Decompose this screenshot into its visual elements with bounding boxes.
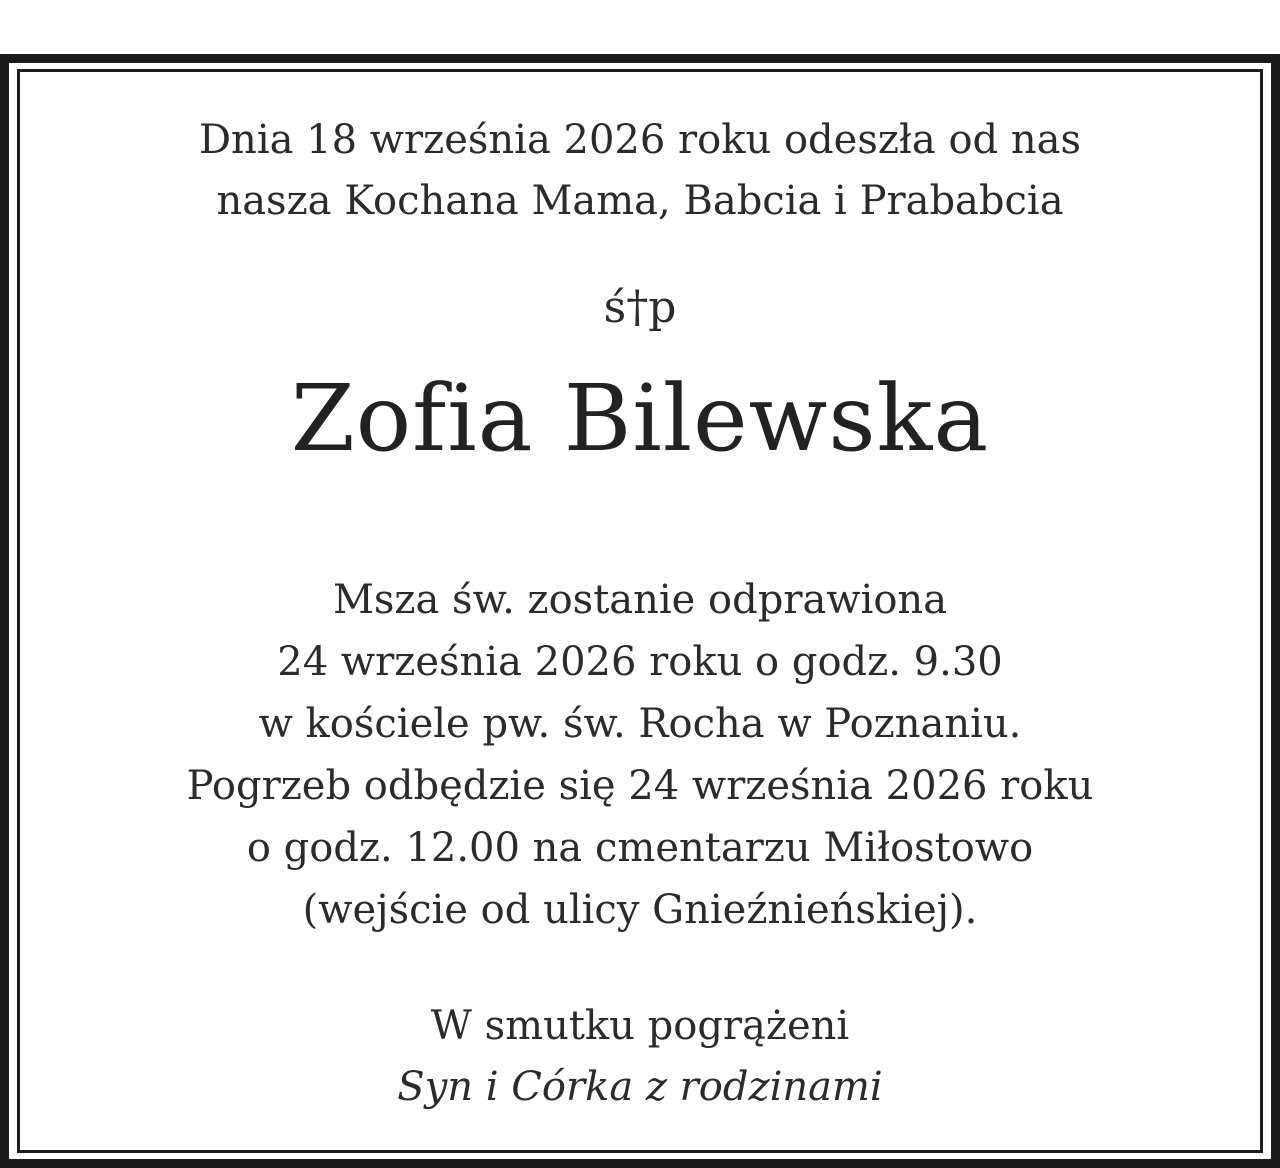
funeral-details-line: w kościele pw. św. Rocha w Poznaniu. (258, 701, 1022, 747)
funeral-details-line: (wejście od ulicy Gnieźnieńskiej). (302, 887, 978, 933)
funeral-details (20, 569, 1260, 941)
funeral-details-line: 24 września 2026 roku o godz. 9.30 (277, 639, 1003, 685)
family-signature: Syn i Córka z rodzinami (397, 1064, 883, 1110)
announcement-text (20, 110, 1260, 232)
cross-abbreviation: ś†p (603, 282, 677, 333)
announcement-line: Dnia 18 września 2026 roku odeszła od nas (198, 117, 1081, 163)
mourners-signature (20, 996, 1260, 1118)
deceased-name: Zofia Bilewska (290, 365, 990, 472)
obituary-bottom-border (0, 1159, 1280, 1168)
closing-phrase: W smutku pogrążeni (430, 1003, 850, 1049)
announcement-line: nasza Kochana Mama, Babcia i Prababcia (216, 178, 1064, 224)
funeral-details-line: o godz. 12.00 na cmentarzu Miłostowo (246, 825, 1034, 871)
funeral-details-line: Pogrzeb odbędzie się 24 września 2026 roku (186, 763, 1094, 809)
funeral-details-line: Msza św. zostanie odprawiona (332, 577, 948, 623)
